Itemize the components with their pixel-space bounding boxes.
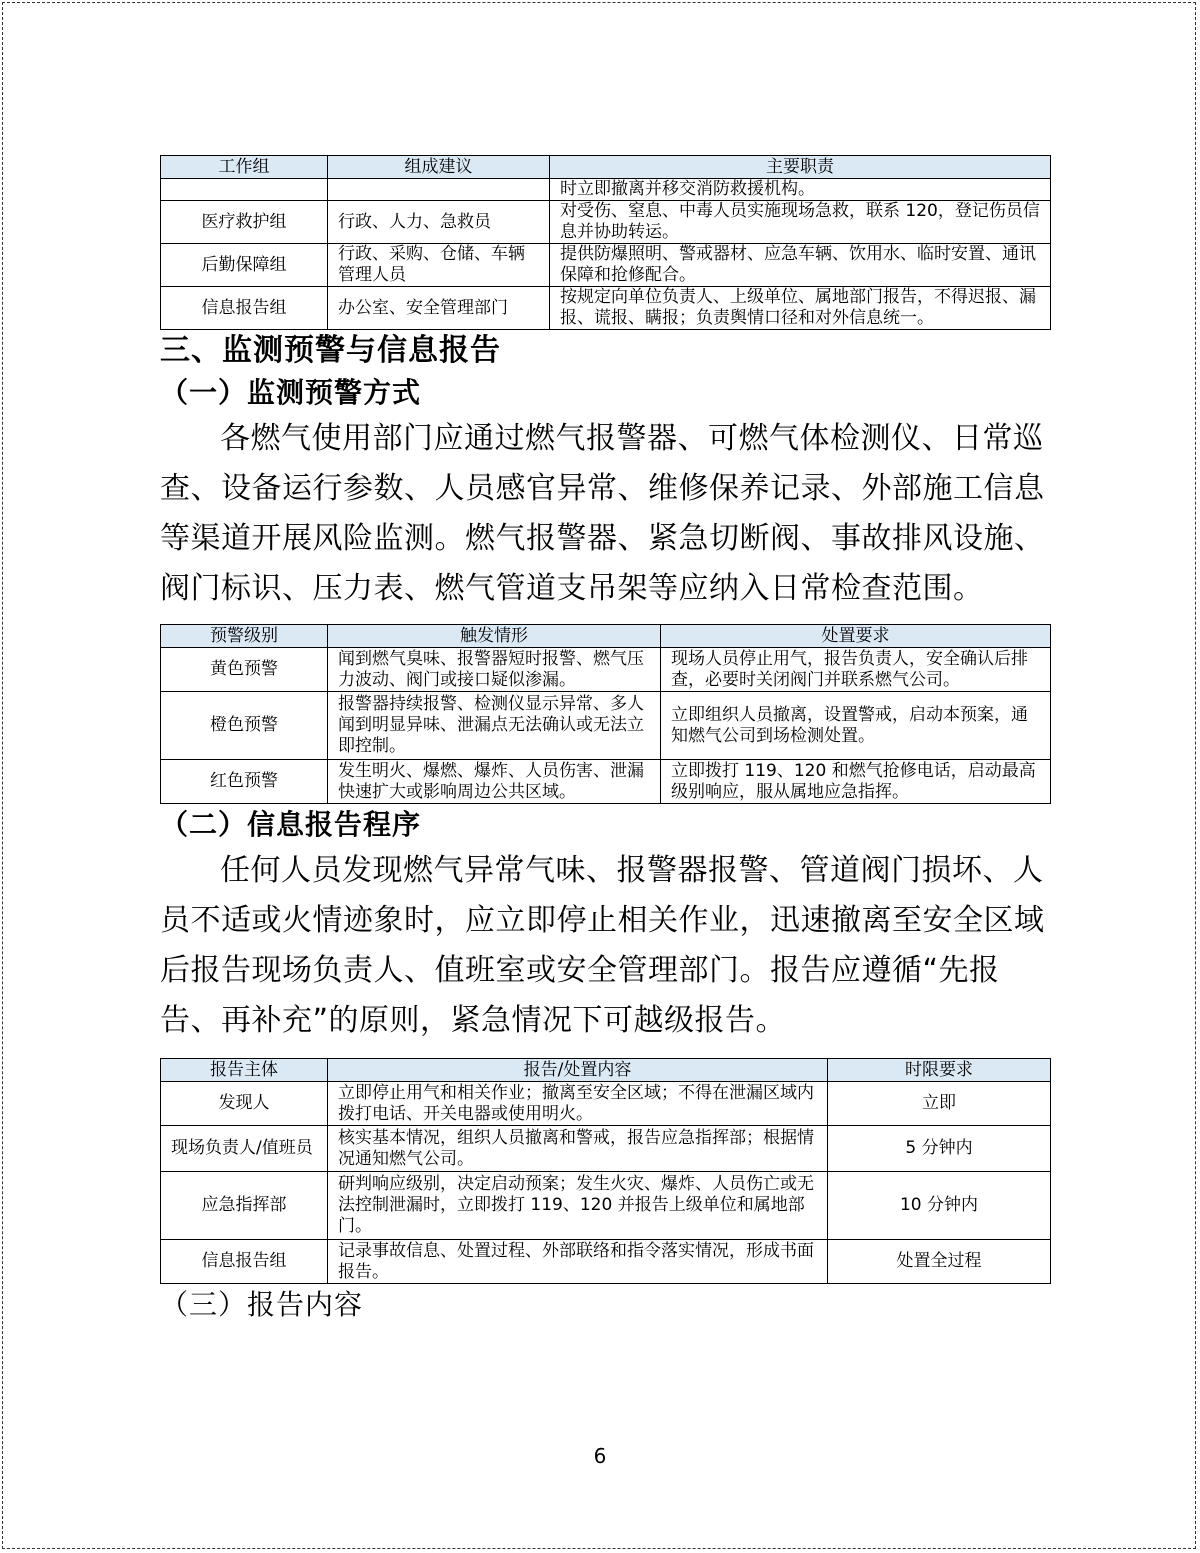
table-header-cell: 时限要求: [828, 1059, 1051, 1082]
warning-level-table: [160, 624, 1051, 804]
page-number: 6: [593, 1444, 607, 1468]
limit-cell: 5 分钟内: [828, 1126, 1051, 1172]
level-cell: 红色预警: [161, 760, 328, 804]
group-cell: 信息报告组: [161, 287, 328, 330]
trigger-cell: 闻到燃气臭味、报警器短时报警、燃气压力波动、阀门或接口疑似渗漏。: [328, 648, 661, 692]
table-row: [161, 201, 1051, 244]
section-title: 三、监测预警与信息报告: [160, 333, 501, 368]
table-row: [161, 179, 1051, 201]
members-cell: [328, 179, 550, 201]
action-cell: 立即组织人员撤离，设置警戒，启动本预案，通知燃气公司到场检测处置。: [661, 692, 1051, 760]
action-cell: 立即拨打 119、120 和燃气抢修电话，启动最高级别响应，服从属地应急指挥。: [661, 760, 1051, 804]
table-row: [161, 244, 1051, 287]
group-cell: [161, 179, 328, 201]
subject-cell: 现场负责人/值班员: [161, 1126, 328, 1172]
trigger-cell: 发生明火、爆燃、爆炸、人员伤害、泄漏快速扩大或影响周边公共区域。: [328, 760, 661, 804]
table-row: [161, 1172, 1051, 1240]
content-cell: 立即停止用气和相关作业；撤离至安全区域；不得在泄漏区域内拨打电话、开关电器或使用明火。: [328, 1082, 828, 1126]
group-cell: 后勤保障组: [161, 244, 328, 287]
subject-cell: 应急指挥部: [161, 1172, 328, 1240]
table-row: [161, 1240, 1051, 1284]
table-header-cell: 报告/处置内容: [328, 1059, 828, 1082]
body-paragraph: 各燃气使用部门应通过燃气报警器、可燃气体检测仪、日常巡查、设备运行参数、人员感官异常、维修保养记录、外部施工信息等渠道开展风险监测。燃气报警器、紧急切断阀、事故排风设施、阀门标识、压力表、燃气管道支吊架等应纳入日常检查范围。: [160, 421, 1045, 606]
table-header-cell: 预警级别: [161, 625, 328, 648]
duty-cell: 对受伤、窒息、中毒人员实施现场急救，联系 120，登记伤员信息并协助转运。: [550, 201, 1051, 244]
subsection-title: （一）监测预警方式: [160, 376, 422, 409]
trigger-cell: 报警器持续报警、检测仪显示异常、多人闻到明显异味、泄漏点无法确认或无法立即控制。: [328, 692, 661, 760]
body-paragraph: 任何人员发现燃气异常气味、报警器报警、管道阀门损坏、人员不适或火情迹象时，应立即停止相关作业，迅速撤离至安全区域后报告现场负责人、值班室或安全管理部门。报告应遵循“先报告、再补充”的原则，紧急情况下可越级报告。: [160, 853, 1045, 1038]
table-row: [161, 1126, 1051, 1172]
table-header-cell: 触发情形: [328, 625, 661, 648]
content-cell: 核实基本情况，组织人员撤离和警戒，报告应急指挥部；根据情况通知燃气公司。: [328, 1126, 828, 1172]
duty-cell: 按规定向单位负责人、上级单位、属地部门报告，不得迟报、漏报、谎报、瞒报；负责舆情口径和对外信息统一。: [550, 287, 1051, 330]
table-row: [161, 760, 1051, 804]
subject-cell: 信息报告组: [161, 1240, 328, 1284]
table-row: [161, 692, 1051, 760]
action-cell: 现场人员停止用气，报告负责人，安全确认后排查，必要时关闭阀门并联系燃气公司。: [661, 648, 1051, 692]
table-row: [161, 287, 1051, 330]
table-header-cell: 报告主体: [161, 1059, 328, 1082]
content-cell: 研判响应级别，决定启动预案；发生火灾、爆炸、人员伤亡或无法控制泄漏时，立即拨打 119、120 并报告上级单位和属地部门。: [328, 1172, 828, 1240]
members-cell: 办公室、安全管理部门: [328, 287, 550, 330]
table-header-cell: 处置要求: [661, 625, 1051, 648]
work-group-table: [160, 155, 1051, 330]
table-header-row: [161, 156, 1051, 179]
duty-cell: 提供防爆照明、警戒器材、应急车辆、饮用水、临时安置、通讯保障和抢修配合。: [550, 244, 1051, 287]
level-cell: 橙色预警: [161, 692, 328, 760]
table-header-cell: 工作组: [161, 156, 328, 179]
subject-cell: 发现人: [161, 1082, 328, 1126]
table-row: [161, 1082, 1051, 1126]
limit-cell: 立即: [828, 1082, 1051, 1126]
group-cell: 医疗救护组: [161, 201, 328, 244]
members-cell: 行政、人力、急救员: [328, 201, 550, 244]
table-header-row: [161, 625, 1051, 648]
table-header-cell: 主要职责: [550, 156, 1051, 179]
table-row: [161, 648, 1051, 692]
content-cell: 记录事故信息、处置过程、外部联络和指令落实情况，形成书面报告。: [328, 1240, 828, 1284]
level-cell: 黄色预警: [161, 648, 328, 692]
report-procedure-table: [160, 1058, 1051, 1284]
subsection-title: （二）信息报告程序: [160, 808, 422, 841]
limit-cell: 10 分钟内: [828, 1172, 1051, 1240]
members-cell: 行政、采购、仓储、车辆管理人员: [328, 244, 550, 287]
document-body: [160, 155, 1050, 1326]
duty-cell: 时立即撤离并移交消防救援机构。: [550, 179, 1051, 201]
table-header-cell: 组成建议: [328, 156, 550, 179]
subsection-title: （三）报告内容: [160, 1288, 364, 1321]
limit-cell: 处置全过程: [828, 1240, 1051, 1284]
table-header-row: [161, 1059, 1051, 1082]
